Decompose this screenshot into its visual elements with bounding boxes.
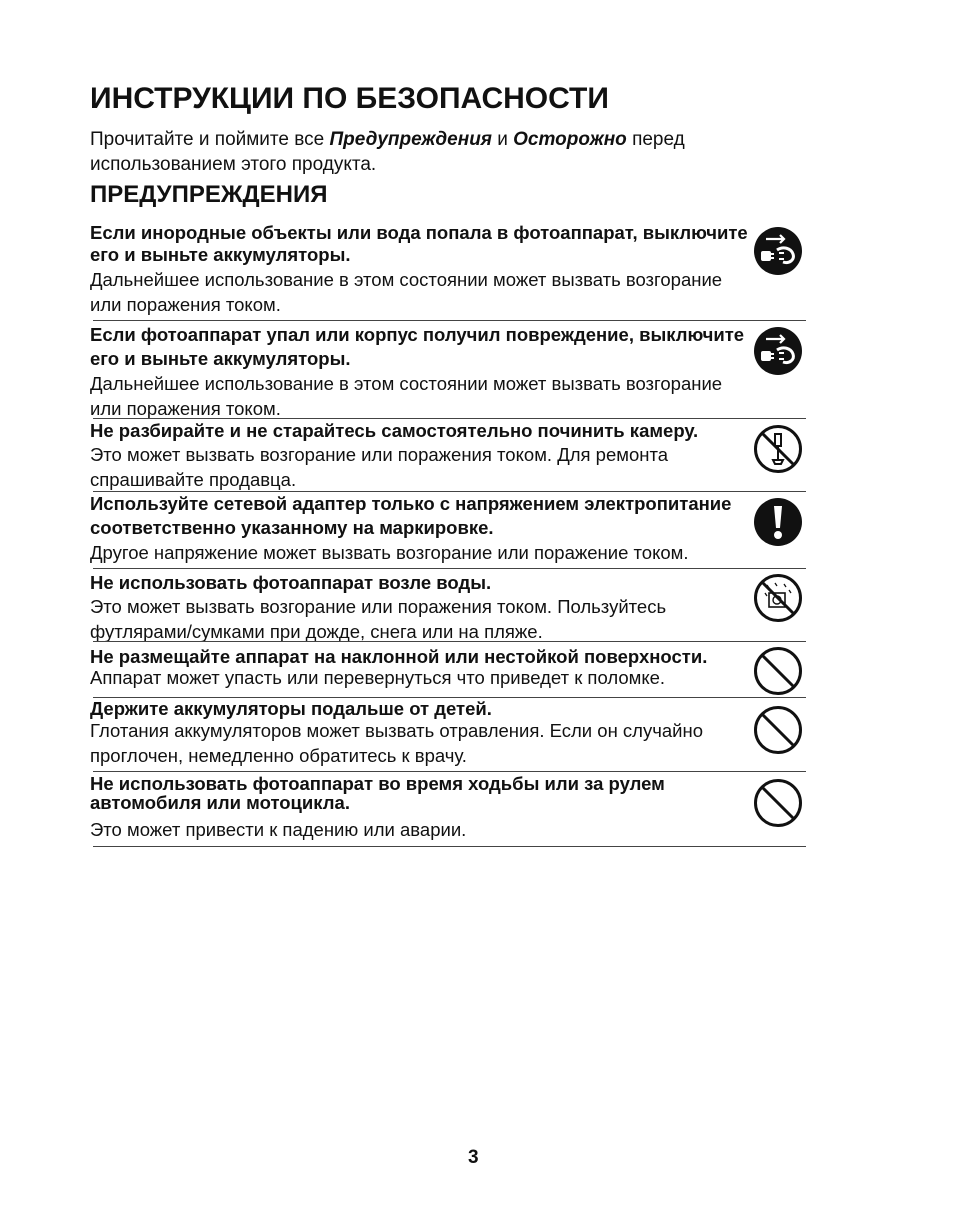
warning-text: Это может привести к падению или аварии.: [90, 819, 467, 840]
warning-heading: Если фотоаппарат упал или корпус получил повреждение, выключите его и выньте аккумуляторы.: [90, 324, 745, 369]
warning-item-3: [90, 420, 806, 492]
intro-after: перед использованием этого продукта.: [90, 129, 685, 175]
intro-before: Прочитайте и поймите все: [90, 129, 330, 150]
separator: [93, 418, 806, 419]
section-title: ПРЕДУПРЕЖДЕНИЯ: [90, 181, 328, 208]
warning-item-7: [90, 699, 806, 768]
separator: [93, 568, 806, 569]
intro-term-warnings: Предупреждения: [329, 129, 492, 150]
no-water-icon: [753, 573, 803, 623]
warning-heading: Не разбирайте и не старайтесь самостоятельно починить камеру.: [90, 420, 699, 441]
warning-text: Глотания аккумуляторов может вызвать отравления. Если он случайно проглочен, немедленно обратитесь к врачу.: [90, 720, 703, 766]
warning-item-4: [90, 492, 806, 565]
warning-heading: Не размещайте аппарат на наклонной или нестойкой поверхности.: [90, 646, 708, 667]
page-title: ИНСТРУКЦИИ ПО БЕЗОПАСНОСТИ: [90, 82, 609, 115]
unplug-icon: [753, 226, 803, 276]
warning-text: Это может вызвать возгорание или поражения током. Пользуйтесь футлярами/сумками при дожде, снега или на пляже.: [90, 596, 667, 642]
warning-item-6: [90, 647, 806, 689]
warning-item-1: [90, 222, 806, 317]
warning-item-8: [90, 774, 806, 842]
exclamation-icon: [753, 497, 803, 547]
separator: [93, 771, 806, 772]
warning-heading: Не использовать фотоаппарат во время ходьбы или за рулем автомобиля или мотоцикла.: [90, 773, 665, 813]
separator: [93, 320, 806, 321]
prohibited-icon: [753, 646, 803, 696]
warning-text: Другое напряжение может вызвать возгорание или поражение током.: [90, 542, 689, 563]
warning-text: Дальнейшее использование в этом состоянии может вызвать возгорание или поражения током.: [90, 269, 723, 315]
warning-text: Аппарат может упасть или перевернуться что приведет к поломке.: [90, 667, 666, 688]
unplug-icon: [753, 326, 803, 376]
page-number: 3: [468, 1147, 479, 1168]
prohibited-icon: [753, 778, 803, 828]
warning-item-5: [90, 572, 806, 644]
separator: [93, 641, 806, 642]
warning-heading: Используйте сетевой адаптер только с напряжением электропитание соответственно указанному на маркировке.: [90, 493, 732, 538]
separator: [93, 846, 806, 847]
no-disassembly-icon: [753, 424, 803, 474]
warning-heading: Не использовать фотоаппарат возле воды.: [90, 572, 492, 593]
warning-heading: Держите аккумуляторы подальше от детей.: [90, 698, 492, 719]
warning-text: Это может вызвать возгорание или поражения током. Для ремонта спрашивайте продавца.: [90, 444, 669, 490]
intro-paragraph: [90, 127, 770, 177]
intro-middle: и: [491, 129, 514, 150]
prohibited-icon: [753, 705, 803, 755]
warning-item-2: [90, 323, 806, 421]
warning-heading: Если инородные объекты или вода попала в фотоаппарат, выключите его и выньте аккумуляторы.: [90, 222, 748, 265]
warning-text: Дальнейшее использование в этом состоянии может вызвать возгорание или поражения током.: [90, 373, 723, 419]
intro-term-caution: Осторожно: [513, 129, 627, 150]
